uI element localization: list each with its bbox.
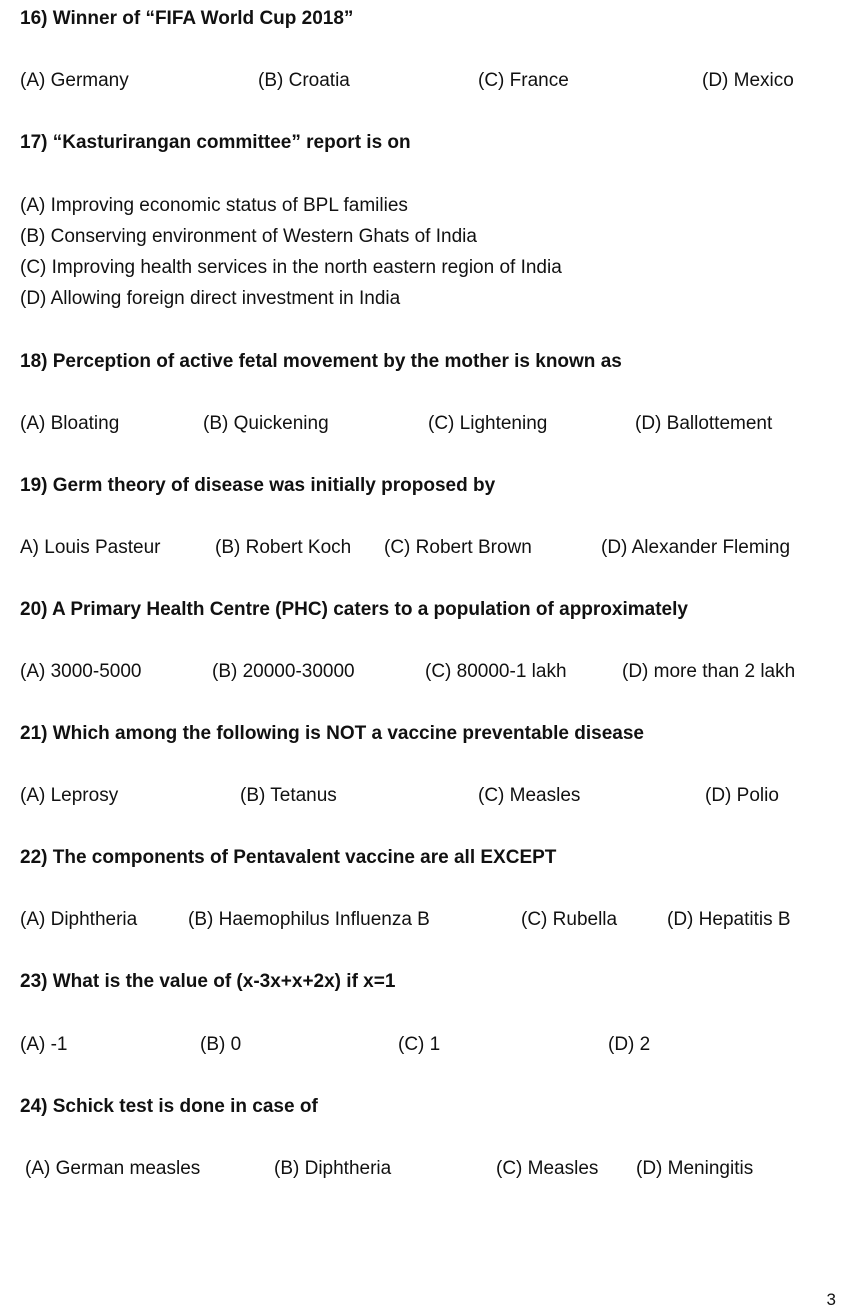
answer-option: (D) more than 2 lakh (622, 661, 796, 682)
answer-option: (C) France (478, 70, 569, 91)
answer-option: (A) Leprosy (20, 785, 119, 806)
question-text: 20) A Primary Health Centre (PHC) caters to a population of approximately (20, 599, 688, 620)
answer-option: (B) 0 (200, 1034, 242, 1055)
answer-option: (B) Quickening (203, 413, 329, 434)
question-text: 22) The components of Pentavalent vaccine are all EXCEPT (20, 847, 557, 868)
answer-option: (A) Bloating (20, 413, 120, 434)
answer-option: (B) Diphtheria (274, 1158, 392, 1179)
page-number: 3 (826, 1290, 836, 1309)
answer-option: (A) 3000-5000 (20, 661, 142, 682)
answer-option: (C) Rubella (521, 909, 618, 930)
answer-option: (D) Hepatitis B (667, 909, 791, 930)
answer-option: (D) Polio (705, 785, 779, 806)
answer-option: (C) Measles (478, 785, 581, 806)
question-text: 19) Germ theory of disease was initially proposed by (20, 475, 496, 496)
answer-option: (D) Alexander Fleming (601, 537, 791, 558)
question-text: 16) Winner of “FIFA World Cup 2018” (20, 8, 354, 29)
question-text: 21) Which among the following is NOT a vaccine preventable disease (20, 723, 644, 744)
answer-option: (D) Allowing foreign direct investment in India (20, 288, 401, 309)
answer-option: (A) German measles (25, 1158, 201, 1179)
answer-option: (A) -1 (20, 1034, 68, 1055)
answer-option: (C) Lightening (428, 413, 548, 434)
answer-option: (B) Croatia (258, 70, 350, 91)
answer-option: (B) Conserving environment of Western Ghats of India (20, 226, 477, 247)
answer-option: (C) Measles (496, 1158, 599, 1179)
answer-option: (B) Haemophilus Influenza B (188, 909, 430, 930)
answer-option: (C) Robert Brown (384, 537, 532, 558)
answer-option: (D) Meningitis (636, 1158, 754, 1179)
question-text: 17) “Kasturirangan committee” report is on (20, 132, 411, 153)
answer-option: (C) 80000-1 lakh (425, 661, 567, 682)
question-text: 23) What is the value of (x-3x+x+2x) if x=1 (20, 971, 396, 992)
question-text: 18) Perception of active fetal movement by the mother is known as (20, 351, 622, 372)
answer-option: (A) Diphtheria (20, 909, 138, 930)
answer-option: (D) 2 (608, 1034, 651, 1055)
answer-option: (A) Germany (20, 70, 129, 91)
answer-option: (A) Improving economic status of BPL families (20, 195, 408, 216)
answer-option: (B) 20000-30000 (212, 661, 355, 682)
answer-option: (B) Robert Koch (215, 537, 352, 558)
answer-option: A) Louis Pasteur (20, 537, 161, 558)
answer-option: (D) Mexico (702, 70, 794, 91)
answer-option: (C) 1 (398, 1034, 441, 1055)
question-text: 24) Schick test is done in case of (20, 1096, 318, 1117)
answer-option: (B) Tetanus (240, 785, 337, 806)
answer-option: (D) Ballottement (635, 413, 773, 434)
answer-option: (C) Improving health services in the north eastern region of India (20, 257, 562, 278)
